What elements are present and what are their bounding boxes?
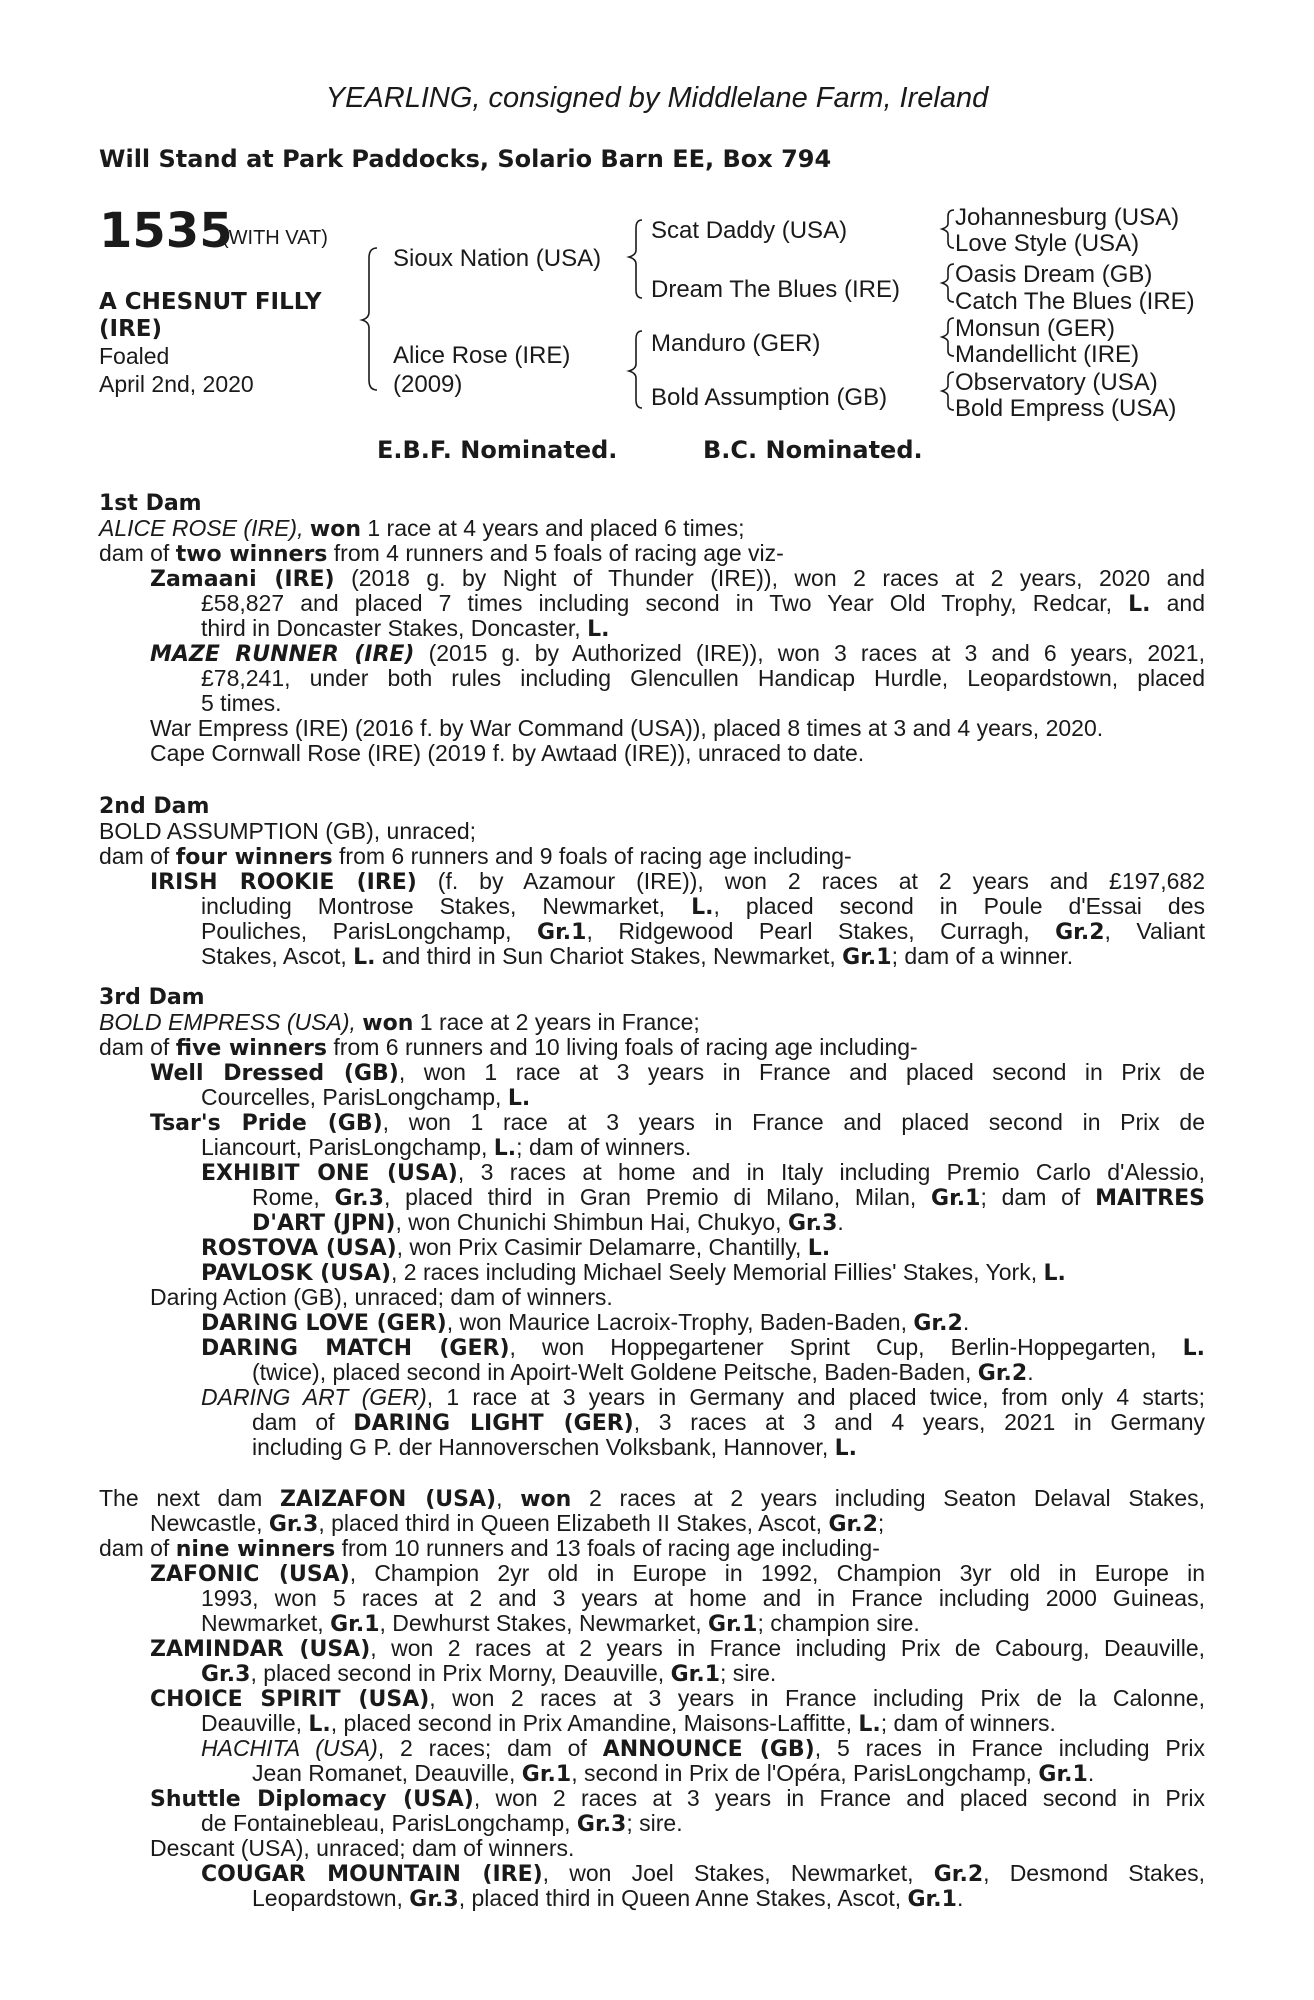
pedigree-gen3-4: Catch The Blues (IRE) [955, 288, 1195, 315]
produce-daring-match: DARING MATCH (GER), won Hoppegartener Sprint Cup, Berlin-Hoppegarten, L. [201, 1334, 1205, 1361]
produce-maze-runner: MAZE RUNNER (IRE) (2015 g. by Authorized (IRE)), won 3 races at 3 and 6 years, 2021, [150, 640, 1205, 667]
produce-shuttle-diplomacy: Shuttle Diplomacy (USA), won 2 races at 3 years in France and placed second in Prix [150, 1785, 1206, 1812]
pedigree-gen3-7: Observatory (USA) [955, 369, 1158, 396]
produce-zamaani: Zamaani (IRE) (2018 g. by Night of Thunder (IRE)), won 2 races at 2 years, 2020 and [150, 565, 1206, 592]
sire: Sioux Nation (USA) [393, 245, 602, 272]
produce-maze-runner-cont: £78,241, under both rules including Glencullen Handicap Hurdle, Leopardstown, placed [201, 665, 1205, 691]
dam-year: (2009) [393, 371, 463, 398]
produce-cougar-mountain-cont: Leopardstown, Gr.3, placed third in Queen Anne Stakes, Ascot, Gr.1. [252, 1885, 964, 1912]
produce-zamindar: ZAMINDAR (USA), won 2 races at 2 years in France including Prix de Cabourg, Deauville, [150, 1635, 1206, 1662]
produce-tsars-pride-cont: Liancourt, ParisLongchamp, L.; dam of winners. [201, 1134, 692, 1161]
second-dam-line: BOLD ASSUMPTION (GB), unraced; [99, 818, 477, 844]
dam-sire: Manduro (GER) [651, 330, 821, 357]
produce-daring-love: DARING LOVE (GER), won Maurice Lacroix-Trophy, Baden-Baden, Gr.2. [201, 1309, 970, 1336]
next-dam-line: The next dam ZAIZAFON (USA), won 2 races at 2 years including Seaton Delaval Stakes, [99, 1485, 1206, 1512]
produce-irish-rookie: IRISH ROOKIE (IRE) (f. by Azamour (IRE)), won 2 races at 2 years and £197,682 [150, 868, 1205, 895]
ebf-nomination: E.B.F. Nominated. [377, 436, 618, 464]
produce-well-dressed-cont: Courcelles, ParisLongchamp, L. [201, 1084, 531, 1111]
pedigree-gen3-2: Love Style (USA) [955, 230, 1140, 257]
third-dam-produce-line: dam of five winners from 6 runners and 10 living foals of racing age including- [99, 1034, 918, 1061]
produce-rostova: ROSTOVA (USA), won Prix Casimir Delamarre, Chantilly, L. [201, 1234, 831, 1261]
produce-hachita: HACHITA (USA), 2 races; dam of ANNOUNCE (GB), 5 races in France including Prix [201, 1735, 1205, 1762]
produce-daring-art: DARING ART (GER), 1 race at 3 years in Germany and placed twice, from only 4 starts; [201, 1384, 1205, 1410]
produce-irish-rookie-cont3: Stakes, Ascot, L. and third in Sun Chariot Stakes, Newmarket, Gr.1; dam of a winner. [201, 943, 1074, 970]
produce-zamaani-cont2: third in Doncaster Stakes, Doncaster, L. [201, 615, 610, 642]
produce-irish-rookie-cont2: Pouliches, ParisLongchamp, Gr.1, Ridgewood Pearl Stakes, Curragh, Gr.2, Valiant [201, 918, 1206, 945]
sire-sire: Scat Daddy (USA) [651, 217, 848, 244]
produce-zafonic: ZAFONIC (USA), Champion 2yr old in Europe in 1992, Champion 3yr old in Europe in [150, 1560, 1205, 1587]
produce-shuttle-diplomacy-cont: de Fontainebleau, ParisLongchamp, Gr.3; sire. [201, 1810, 683, 1837]
lot-number: 1535 [99, 203, 233, 259]
dam-dam: Bold Assumption (GB) [651, 384, 888, 411]
produce-descant: Descant (USA), unraced; dam of winners. [150, 1835, 575, 1861]
produce-cougar-mountain: COUGAR MOUNTAIN (IRE), won Joel Stakes, Newmarket, Gr.2, Desmond Stakes, [201, 1860, 1206, 1887]
next-dam-produce-line: dam of nine winners from 10 runners and 13 foals of racing age including- [99, 1535, 880, 1562]
sire-dam: Dream The Blues (IRE) [651, 276, 900, 303]
foaled-label: Foaled [99, 343, 170, 369]
produce-cape-cornwall-rose: Cape Cornwall Rose (IRE) (2019 f. by Awtaad (IRE)), unraced to date. [150, 740, 865, 766]
dam: Alice Rose (IRE) [393, 342, 571, 369]
produce-daring-match-cont: (twice), placed second in Apoirt-Welt Goldene Peitsche, Baden-Baden, Gr.2. [252, 1359, 1034, 1386]
produce-tsars-pride: Tsar's Pride (GB), won 1 race at 3 years in France and placed second in Prix de [150, 1109, 1205, 1136]
produce-daring-art-cont2: including G P. der Hannoverschen Volksbank, Hannover, L. [252, 1434, 857, 1461]
first-dam-produce-line: dam of two winners from 4 runners and 5 foals of racing age viz- [99, 540, 784, 567]
produce-irish-rookie-cont: including Montrose Stakes, Newmarket, L., placed second in Poule d'Essai des [201, 893, 1205, 920]
produce-exhibit-one-cont: Rome, Gr.3, placed third in Gran Premio di Milano, Milan, Gr.1; dam of MAITRES [252, 1184, 1205, 1211]
stand-location: Will Stand at Park Paddocks, Solario Barn EE, Box 794 [99, 145, 832, 173]
produce-exhibit-one-cont2: D'ART (JPN), won Chunichi Shimbun Hai, Chukyo, Gr.3. [252, 1209, 844, 1236]
produce-hachita-cont: Jean Romanet, Deauville, Gr.1, second in Prix de l'Opéra, ParisLongchamp, Gr.1. [252, 1760, 1095, 1787]
pedigree-gen3-6: Mandellicht (IRE) [955, 341, 1140, 368]
pedigree-gen3-1: Johannesburg (USA) [955, 204, 1180, 231]
produce-zamaani-cont: £58,827 and placed 7 times including second in Two Year Old Trophy, Redcar, L. and [201, 590, 1205, 617]
second-dam-produce-line: dam of four winners from 6 runners and 9 foals of racing age including- [99, 843, 852, 870]
produce-zafonic-cont2: Newmarket, Gr.1, Dewhurst Stakes, Newmarket, Gr.1; champion sire. [201, 1610, 920, 1637]
pedigree-gen3-5: Monsun (GER) [955, 315, 1116, 342]
produce-war-empress: War Empress (IRE) (2016 f. by War Command (USA)), placed 8 times at 3 and 4 years, 2020. [150, 715, 1104, 741]
lot-origin: (IRE) [99, 316, 163, 342]
sale-heading: YEARLING, consigned by Middlelane Farm, Ireland [325, 82, 989, 114]
produce-zafonic-cont: 1993, won 5 races at 2 and 3 years at home and in France including 2000 Guineas, [201, 1585, 1205, 1611]
third-dam-line: BOLD EMPRESS (USA), won 1 race at 2 years in France; [99, 1009, 700, 1036]
produce-daring-art-cont: dam of DARING LIGHT (GER), 3 races at 3 and 4 years, 2021 in Germany [252, 1409, 1205, 1436]
produce-choice-spirit: CHOICE SPIRIT (USA), won 2 races at 3 years in France including Prix de la Calonne, [150, 1685, 1205, 1712]
vat-note: (WITH VAT) [222, 227, 328, 249]
third-dam-title: 3rd Dam [99, 985, 205, 1010]
produce-daring-action: Daring Action (GB), unraced; dam of winners. [150, 1284, 613, 1310]
pedigree-gen3-3: Oasis Dream (GB) [955, 261, 1153, 288]
lot-description: A CHESNUT FILLY [99, 289, 322, 315]
produce-exhibit-one: EXHIBIT ONE (USA), 3 races at home and in Italy including Premio Carlo d'Alessio, [201, 1159, 1205, 1186]
produce-pavlosk: PAVLOSK (USA), 2 races including Michael Seely Memorial Fillies' Stakes, York, L. [201, 1259, 1066, 1286]
produce-maze-runner-cont2: 5 times. [201, 690, 282, 716]
first-dam-line: ALICE ROSE (IRE), won 1 race at 4 years and placed 6 times; [99, 515, 745, 542]
produce-zamindar-cont: Gr.3, placed second in Prix Morny, Deauville, Gr.1; sire. [201, 1660, 777, 1687]
produce-choice-spirit-cont: Deauville, L., placed second in Prix Amandine, Maisons-Laffitte, L.; dam of winners. [201, 1710, 1056, 1737]
pedigree-gen3-8: Bold Empress (USA) [955, 395, 1177, 422]
bc-nomination: B.C. Nominated. [703, 436, 923, 464]
first-dam-title: 1st Dam [99, 491, 202, 516]
second-dam-title: 2nd Dam [99, 794, 210, 819]
produce-well-dressed: Well Dressed (GB), won 1 race at 3 years in France and placed second in Prix de [150, 1059, 1205, 1086]
next-dam-line-cont: Newcastle, Gr.3, placed third in Queen Elizabeth II Stakes, Ascot, Gr.2; [150, 1510, 885, 1537]
foaled-date: April 2nd, 2020 [99, 371, 254, 397]
